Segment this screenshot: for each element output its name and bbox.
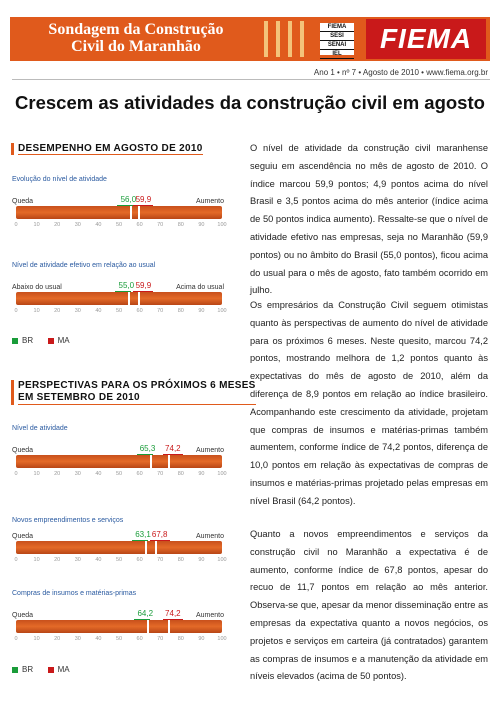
tick-label: 100 [217, 308, 227, 314]
tick-label: 10 [33, 636, 40, 642]
header-divider [12, 79, 490, 80]
tick-label: 40 [95, 471, 102, 477]
ma-swatch [48, 338, 54, 344]
tick-label: 30 [74, 557, 81, 563]
left-label: Queda [12, 198, 34, 205]
ma-value-label: 74,2 [165, 609, 181, 618]
tick-label: 20 [54, 471, 61, 477]
tick-label: 80 [177, 222, 184, 228]
br-marker [145, 541, 147, 554]
tick-label: 80 [177, 557, 184, 563]
tick-label: 90 [198, 308, 205, 314]
tick-label: 90 [198, 636, 205, 642]
tick-label: 30 [74, 222, 81, 228]
tick-label: 60 [136, 222, 143, 228]
br-swatch [12, 667, 18, 673]
tick-label: 0 [14, 557, 18, 563]
section-heading-perspectives: PERSPECTIVAS PARA OS PRÓXIMOS 6 MESES EM SETEMBRO DE 2010 [11, 380, 256, 405]
chart-perspective-activity [12, 425, 228, 485]
tick-label: 10 [33, 557, 40, 563]
tick-label: 100 [217, 557, 227, 563]
tick-label: 90 [198, 557, 205, 563]
right-label: Acima do usual [176, 284, 224, 291]
br-value-label: 65,3 [139, 444, 156, 453]
tick-label: 40 [95, 636, 102, 642]
tick-label: 10 [33, 471, 40, 477]
legend-1: BR MA [12, 336, 70, 345]
report-title: Sondagem da Construção Civil do Maranhão [48, 21, 224, 55]
chart-perspective-inputs [12, 590, 228, 650]
tick-label: 60 [136, 471, 143, 477]
br-value-label: 64,2 [137, 609, 154, 618]
gauge-bar [16, 455, 222, 468]
chart-activity-vs-usual [12, 262, 228, 322]
br-value-label: 56,0 [120, 195, 137, 204]
tick-label: 100 [217, 222, 227, 228]
axis-ticks [14, 471, 227, 481]
tick-label: 20 [54, 636, 61, 642]
br-marker [147, 620, 149, 633]
header-banner [10, 17, 490, 61]
tick-label: 70 [157, 557, 164, 563]
gauge-bar [16, 541, 222, 554]
tick-label: 20 [54, 557, 61, 563]
ma-value-label: 59,9 [135, 195, 152, 204]
chart-title: Evolução do nível de atividade [12, 176, 107, 183]
legend-2: BR MA [12, 665, 70, 674]
tick-label: 60 [136, 636, 143, 642]
tick-label: 40 [95, 308, 102, 314]
tick-label: 80 [177, 471, 184, 477]
tick-label: 10 [33, 222, 40, 228]
chart-title: Novos empreendimentos e serviços [12, 517, 124, 524]
issue-meta: Ano 1 • nº 7 • Agosto de 2010 • www.fiema.org.br [313, 68, 488, 77]
chart-perspective-new-projects [12, 515, 228, 575]
tick-label: 40 [95, 222, 102, 228]
gauge-bar [16, 620, 222, 633]
br-marker [130, 206, 132, 219]
tick-label: 70 [157, 222, 164, 228]
left-label: Queda [12, 612, 34, 619]
tick-label: 90 [198, 222, 205, 228]
tick-label: 50 [115, 471, 123, 477]
axis-ticks [14, 557, 227, 567]
chart-title: Compras de insumos e matérias-primas [12, 590, 137, 597]
tick-label: 30 [74, 308, 81, 314]
axis-ticks [14, 636, 227, 646]
left-label: Queda [12, 533, 34, 540]
br-marker [150, 455, 152, 468]
axis-ticks [14, 222, 227, 232]
tick-label: 30 [74, 636, 81, 642]
tick-label: 40 [95, 557, 102, 563]
system-logo: FIEMA SESI SENAI IEL [320, 23, 354, 55]
br-swatch [12, 338, 18, 344]
tick-label: 0 [14, 636, 18, 642]
ma-marker [168, 455, 170, 468]
paragraph-2: Os empresários da Construção Civil seguem otimistas quanto às perspectivas de aumento do nível de atividade para os próximos 6 meses. Neste quesito, marcou 74,2 pontos, mostrando melhora de 1,2 pontos quanto às expectativas do mês de agosto de 2010, além da diferença de 8,9 pontos em relação ao índice brasileiro. Acompanhando este crescimento da atividade, projetam que compras de insumos e matérias-primas também aumentem, conforme índice de 74,2 pontos, diferença de 10,0 pontos em relação às expectativas de compras de insumos e matérias-primas projetado pelas empresas em nível Brasil (64,2 pontos). [250, 300, 488, 506]
right-label: Aumento [195, 533, 224, 540]
paragraph-1: O nível de atividade da construção civil maranhense seguiu em ascendência no mês de agosto de 2010. O índice marcou 59,9 pontos; 4,9 pontos acima do nível Brasil e 3,5 pontos acima do mês anterior (índice acima de 50 pontos indica aumento). Ressalte-se que o nível de atividade efetivo nas empresas, seja no Maranhão (59,9 pontos) ou no âmbito do Brasil (55,0 pontos), ficou acima do usual para o mês de agosto, fato também ocorrido em julho. [250, 143, 488, 296]
right-label: Aumento [195, 447, 224, 454]
ma-marker [168, 620, 170, 633]
ma-value-label: 67,8 [151, 530, 168, 539]
headline: Crescem as atividades da construção civil em agosto [15, 92, 485, 113]
axis-ticks [14, 308, 227, 318]
fiema-logo[interactable]: FIEMA [366, 19, 486, 59]
chart-activity-evolution [12, 176, 228, 236]
right-label: Aumento [195, 198, 224, 205]
ma-marker [138, 292, 140, 305]
tick-label: 60 [136, 557, 143, 563]
tick-label: 20 [54, 222, 61, 228]
tick-label: 100 [217, 636, 227, 642]
ma-value-label: 74,2 [165, 444, 181, 453]
tick-label: 20 [54, 308, 61, 314]
chart-title: Nível de atividade [12, 425, 68, 432]
tick-label: 90 [198, 471, 205, 477]
tick-label: 60 [136, 308, 143, 314]
br-value-label: 55,0 [118, 281, 135, 290]
tick-label: 0 [14, 471, 18, 477]
gauge-bar [16, 292, 222, 305]
tick-label: 70 [157, 308, 164, 314]
ma-swatch [48, 667, 54, 673]
tick-label: 50 [115, 636, 123, 642]
tick-label: 70 [157, 471, 164, 477]
ma-marker [155, 541, 157, 554]
br-value-label: 63,1 [135, 530, 151, 539]
chart-title: Nível de atividade efetivo em relação ao usual [12, 262, 156, 269]
decorative-stripes [264, 17, 304, 61]
tick-label: 80 [177, 636, 184, 642]
left-label: Queda [12, 447, 34, 454]
right-label: Aumento [195, 612, 224, 619]
tick-label: 50 [115, 222, 123, 228]
gauge-bar [16, 206, 222, 219]
tick-label: 0 [14, 308, 18, 314]
tick-label: 0 [14, 222, 18, 228]
tick-label: 10 [33, 308, 40, 314]
tick-label: 80 [177, 308, 184, 314]
ma-marker [138, 206, 140, 219]
tick-label: 30 [74, 471, 81, 477]
ma-value-label: 59,9 [135, 281, 152, 290]
section-heading-performance: DESEMPENHO EM AGOSTO DE 2010 [11, 143, 203, 155]
paragraph-3: Quanto a novos empreendimentos e serviços da construção civil no Maranhão a expectativa é de aumento, conforme índice de 67,8 pontos, apesar do recuo de 11,7 pontos em relação ao mês anterior. Observa-se que, apesar da menor disseminação entre as empresas da expectativa quanto a novos negócios, os projetos e serviços em carteira (já contratados) garantem as compras de insumos e a manutenção da atividade em níveis elevados (acima de 50 pontos). [250, 529, 488, 682]
tick-label: 50 [115, 308, 123, 314]
tick-label: 70 [157, 636, 164, 642]
br-marker [128, 292, 130, 305]
tick-label: 50 [115, 557, 123, 563]
left-label: Abaixo do usual [12, 284, 62, 291]
tick-label: 100 [217, 471, 227, 477]
